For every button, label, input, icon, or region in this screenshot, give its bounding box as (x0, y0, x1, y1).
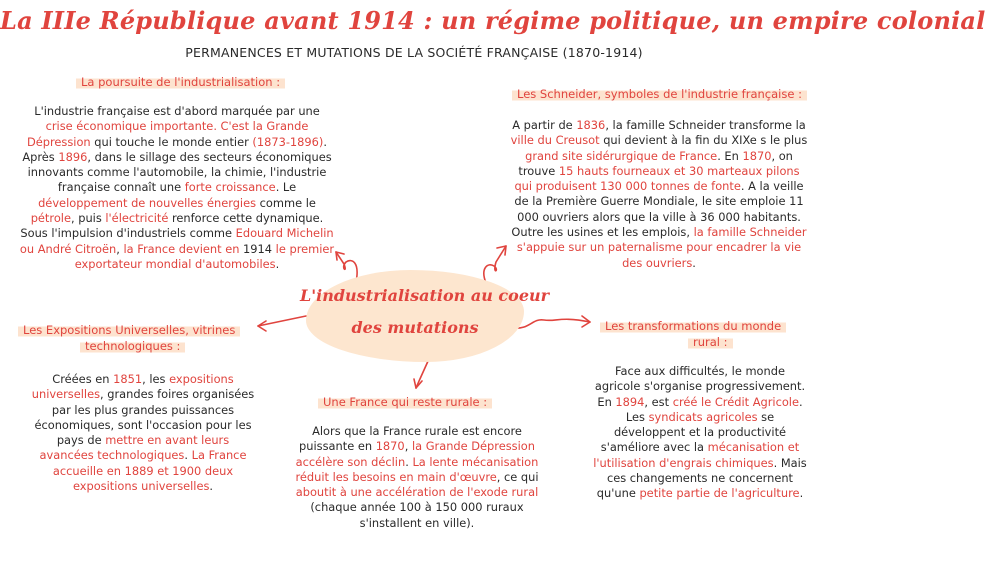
highlighted-text: 1894 (615, 394, 645, 409)
expositions-line (18, 479, 268, 494)
body-text: . (405, 454, 413, 469)
body-text: économiques, sont l'occasion pour les (34, 417, 252, 432)
body-text: qui devient à la fin du XIXe s le plus (599, 133, 808, 148)
highlighted-text: grand site sidérurgique de France (525, 148, 718, 163)
highlighted-text: la famille Schneider (693, 225, 807, 240)
expositions-line (18, 464, 268, 479)
body-text: trouve (518, 163, 559, 178)
highlighted-text: Dépression (26, 134, 91, 149)
industrialisation-line (18, 104, 336, 119)
body-text: se (757, 409, 775, 424)
text-rurale (282, 424, 552, 531)
transformations-line (582, 395, 818, 410)
highlighted-text: la France devient en (123, 241, 244, 256)
body-text: , (116, 241, 124, 256)
industrialisation-line (18, 226, 336, 241)
highlighted-text: expositions (169, 372, 234, 386)
body-text: qu'une (596, 486, 640, 501)
text-expositions (18, 372, 268, 494)
expositions-line (18, 387, 268, 402)
highlighted-text: deux (201, 463, 234, 478)
highlighted-text: accélère son déclin (295, 454, 406, 469)
body-text: . (323, 134, 327, 149)
highlighted-text: 1889 et 1900 (124, 463, 202, 478)
body-text: , ce qui (496, 469, 539, 484)
center-title-line2: des mutations (351, 318, 479, 337)
highlighted-text: (1873-1896) (252, 134, 324, 149)
highlighted-text: mécanisation et (707, 440, 800, 455)
body-text: s'améliore avec la (600, 440, 708, 455)
highlighted-text: ou André Citroën (19, 241, 117, 256)
transformations-line (582, 425, 818, 440)
heading-industrialisation: La poursuite de l'industrialisation : (76, 74, 285, 90)
page-subtitle: PERMANENCES ET MUTATIONS DE LA SOCIÉTÉ FRANÇAISE (1870-1914) (185, 45, 643, 60)
body-text: 1914 (243, 241, 273, 256)
body-text: Les (625, 409, 649, 424)
rurale-line (282, 424, 552, 439)
body-text: . Le (275, 180, 297, 195)
body-text: , dans le sillage des secteurs économiques (87, 149, 332, 164)
highlighted-text: des ouvriers (622, 255, 693, 270)
schneider-line (500, 164, 818, 179)
rurale-line (282, 500, 552, 515)
transformations-line (582, 486, 818, 501)
expositions-line (18, 433, 268, 448)
body-text: Face aux difficultés, le monde (615, 364, 785, 378)
body-text: . (275, 256, 280, 271)
body-text: Outre les usines et les emplois, (511, 225, 694, 240)
highlighted-text: La lente mécanisation (412, 454, 539, 469)
body-text: . (692, 255, 696, 270)
body-text: , la famille Schneider transforme la (605, 118, 806, 132)
industrialisation-line (18, 180, 336, 195)
schneider-line (500, 179, 818, 194)
industrialisation-line (18, 119, 336, 134)
industrialisation-line (18, 165, 336, 180)
body-text: puissante en (299, 439, 376, 454)
rurale-line (282, 455, 552, 470)
body-text: (chaque année 100 à 150 000 ruraux (310, 500, 524, 515)
body-text: . A la veille (740, 179, 804, 194)
highlighted-text: l'électricité (105, 211, 169, 226)
highlighted-text: accueille en (52, 463, 125, 478)
body-text: , (404, 439, 412, 454)
highlighted-text: mettre en avant leurs (105, 433, 230, 448)
highlighted-text: Edouard Michelin (235, 226, 334, 241)
highlighted-text: petite partie de l'agriculture (639, 486, 800, 501)
highlighted-text: pétrole (30, 211, 71, 226)
body-text: , les (142, 372, 170, 386)
highlighted-text: aboutit à une accélération de l'exode rural (295, 485, 539, 500)
page-title: La IIIe République avant 1914 : un régime politique, un empire colonial (0, 6, 986, 35)
expositions-line (18, 372, 268, 387)
schneider-line (500, 133, 818, 148)
schneider-line (500, 225, 818, 240)
highlighted-text: ville du Creusot (510, 133, 600, 148)
rurale-line (282, 439, 552, 454)
center-title-line1: L'industrialisation au coeur (300, 286, 550, 305)
center-highlight (306, 270, 524, 362)
highlighted-text: le premier (272, 241, 335, 256)
body-text: 000 ouvriers alors que la ville à 36 000 habitants. (517, 209, 801, 224)
rurale-line (282, 485, 552, 500)
body-text: par les plus grandes puissances (51, 402, 235, 417)
text-schneider (500, 118, 818, 271)
body-text: , on (771, 148, 793, 163)
body-text: renforce cette dynamique. (168, 211, 324, 226)
industrialisation-line (18, 150, 336, 165)
industrialisation-line (18, 242, 336, 257)
highlighted-text: crise économique importante. C'est la Grande (45, 119, 309, 134)
schneider-line (500, 210, 818, 225)
heading-rurale: Une France qui reste rurale : (318, 394, 492, 410)
schneider-line (500, 240, 818, 255)
body-text: , puis (70, 211, 106, 226)
highlighted-text: forte croissance (184, 180, 276, 195)
body-text: . (798, 394, 803, 409)
highlighted-text: 1896 (58, 149, 88, 164)
industrialisation-line (18, 257, 336, 272)
expositions-line (18, 418, 268, 433)
body-text: agricole s'organise progressivement. (594, 379, 806, 394)
highlighted-text: 1851 (113, 372, 143, 386)
body-text: . (799, 486, 804, 501)
heading-expositions: Les Expositions Universelles, vitrines (18, 322, 240, 338)
heading-schneider: Les Schneider, symboles de l'industrie française : (512, 86, 807, 102)
body-text: , grandes foires organisées (100, 387, 255, 402)
transformations-line (582, 456, 818, 471)
heading-transformations: Les transformations du monde (600, 318, 786, 334)
highlighted-text: la Grande Dépression (411, 439, 535, 454)
text-industrialisation (18, 104, 336, 272)
schneider-line (500, 256, 818, 271)
highlighted-text: développement de nouvelles énergies (38, 195, 257, 210)
schneider-line (500, 194, 818, 209)
rurale-line (282, 516, 552, 531)
industrialisation-line (18, 211, 336, 226)
highlighted-text: La France (191, 448, 247, 463)
schneider-line (500, 118, 818, 133)
transformations-line (582, 379, 818, 394)
highlighted-text: universelles (31, 387, 101, 402)
industrialisation-line (18, 196, 336, 211)
schneider-line (500, 149, 818, 164)
body-text: s'installent en ville). (359, 515, 475, 530)
highlighted-text: exportateur mondial d'automobiles (74, 256, 276, 271)
text-transformations (582, 364, 818, 502)
body-text: ces changements ne concernent (606, 471, 794, 486)
body-text: de la Première Guerre Mondiale, le site emploie 11 (514, 194, 804, 209)
body-text: Après (22, 149, 59, 164)
body-text: . Mais (773, 455, 807, 470)
body-text: A partir de (512, 118, 577, 132)
body-text: Alors que la France rurale est encore (312, 424, 522, 438)
body-text: comme le (256, 195, 316, 210)
heading-transformations-line2: rural : (688, 334, 733, 350)
body-text: française connaît une (57, 180, 185, 195)
highlighted-text: s'appuie sur un paternalisme pour encadrer la vie (516, 240, 802, 255)
body-text: pays de (56, 433, 106, 448)
body-text: innovants comme l'automobile, la chimie, l'industrie (27, 165, 327, 180)
highlighted-text: 15 hauts fourneaux et 30 marteaux pilons (558, 163, 800, 178)
industrialisation-line (18, 135, 336, 150)
highlighted-text: syndicats agricoles (648, 409, 758, 424)
body-text: . (184, 448, 192, 463)
highlighted-text: réduit les besoins en main d'œuvre (295, 469, 497, 484)
transformations-line (582, 364, 818, 379)
body-text: Sous l'impulsion d'industriels comme (20, 226, 236, 241)
body-text: qui touche le monde entier (90, 134, 253, 149)
highlighted-text: 1836 (576, 118, 606, 132)
expositions-line (18, 403, 268, 418)
body-text: développent et la productivité (613, 425, 787, 440)
highlighted-text: avancées technologiques (39, 448, 185, 463)
body-text: Créées en (52, 372, 114, 386)
body-text: . En (717, 148, 743, 163)
highlighted-text: qui produisent 130 000 tonnes de fonte (514, 179, 741, 194)
body-text: , est (644, 394, 673, 409)
body-text: En (597, 394, 616, 409)
transformations-line (582, 410, 818, 425)
highlighted-text: 1870 (375, 439, 405, 454)
highlighted-text: l'utilisation d'engrais chimiques (593, 455, 774, 470)
transformations-line (582, 471, 818, 486)
rurale-line (282, 470, 552, 485)
body-text: . (209, 479, 214, 494)
body-text: L'industrie française est d'abord marquée par une (34, 104, 320, 118)
highlighted-text: expositions universelles (72, 479, 210, 494)
expositions-line (18, 448, 268, 463)
highlighted-text: créé le Crédit Agricole (672, 394, 799, 409)
heading-expositions-line2: technologiques : (80, 338, 185, 354)
highlighted-text: 1870 (742, 148, 772, 163)
transformations-line (582, 440, 818, 455)
